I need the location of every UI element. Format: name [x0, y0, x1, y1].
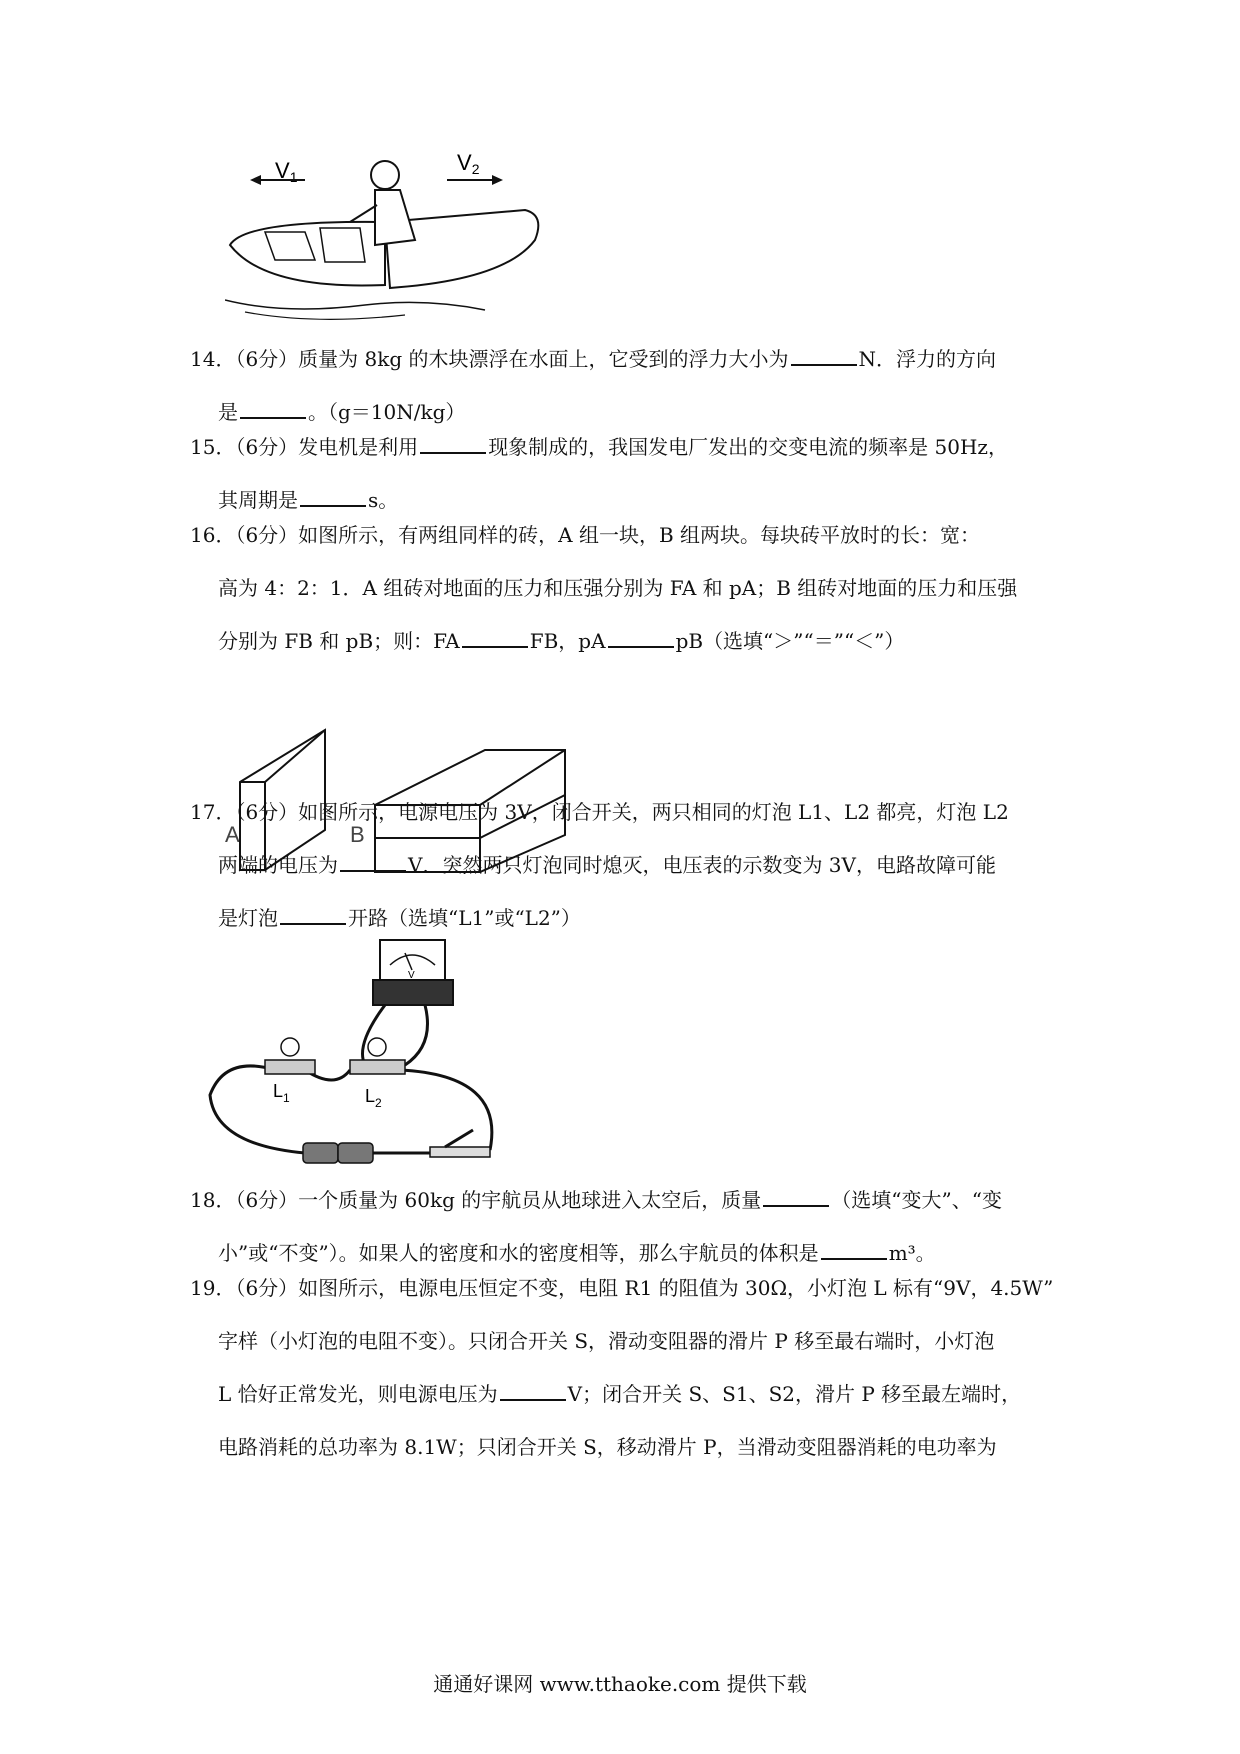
- brick-a-label: A: [225, 822, 240, 847]
- answer-blank[interactable]: [608, 626, 674, 648]
- question-19: 19．（6分）如图所示，电源电压恒定不变，电阻 R1 的阻值为 30Ω，小灯泡 L 标有“9V，4.5W” 字样（小灯泡的电阻不变）。只闭合开关 S，滑动变阻器的滑片 P 移至最右端时，小灯泡 L 恰好正常发光，则电源电压为 V；闭合开关 S、S1、S2，滑片 P 移至最左端时， 电路消耗的总功率为 8.1W；只闭合开关 S，移动滑片 P，当滑动变阻器消耗的电功率为: [190, 1276, 1054, 1459]
- lamp-l1-icon: [265, 1038, 315, 1074]
- brick-b-label: B: [350, 822, 365, 847]
- voltmeter-icon: [373, 940, 453, 1005]
- answer-blank[interactable]: [420, 432, 486, 454]
- answer-blank[interactable]: [763, 1185, 829, 1207]
- answer-blank[interactable]: [791, 344, 857, 366]
- svg-text:V: V: [408, 970, 415, 981]
- lamp-l2-icon: [350, 1038, 405, 1074]
- answer-blank[interactable]: [240, 397, 306, 419]
- switch-icon: [430, 1130, 490, 1157]
- page-footer: 通通好课网 www.tthaoke.com 提供下载: [433, 1672, 807, 1696]
- person-head-shape: [371, 161, 399, 189]
- answer-blank[interactable]: [340, 850, 406, 872]
- answer-blank[interactable]: [500, 1379, 566, 1401]
- answer-blank[interactable]: [821, 1238, 887, 1260]
- question-17: 17．（6分）如图所示，电源电压为 3V，闭合开关，两只相同的灯泡 L1、L2 都亮，灯泡 L2 两端的电压为 V．突然两只灯泡同时熄灭，电压表的示数变为 3V，电路故障可能 是灯泡 开路（选填“L1”或“L2”）: [190, 800, 1009, 930]
- answer-blank[interactable]: [462, 626, 528, 648]
- answer-blank[interactable]: [280, 903, 346, 925]
- question-16: 16．（6分）如图所示，有两组同样的砖，A 组一块，B 组两块。每块砖平放时的长：宽： 高为 4：2：1．A 组砖对地面的压力和压强分别为 FA 和 pA；B 组砖对地面的压力和压强 分别为 FB 和 pB；则：FA FB，pA pB（选填“＞”“＝”“＜”）: [190, 523, 1018, 653]
- circuit-figure: [205, 935, 565, 1175]
- answer-blank[interactable]: [300, 485, 366, 507]
- velocity-v1-label: V1: [275, 158, 298, 185]
- boat-figure: [225, 150, 595, 360]
- question-14: 14．（6分）质量为 8kg 的木块漂浮在水面上，它受到的浮力大小为 N．浮力的方向 是 。（g＝10N/kg）: [190, 333, 1060, 439]
- question-15: 15．（6分）发电机是利用 现象制成的，我国发电厂发出的交变电流的频率是 50Hz， 其周期是 s。: [190, 421, 1060, 527]
- lamp-l1-label: $L_1$: [273, 1081, 290, 1105]
- velocity-v2-label: V2: [457, 150, 480, 177]
- battery-icon: [303, 1143, 373, 1163]
- question-18: 18．（6分）一个质量为 60kg 的宇航员从地球进入太空后，质量 （选填“变大”、“变 小”或“不变”）。如果人的密度和水的密度相等，那么宇航员的体积是 m³。: [190, 1174, 1060, 1280]
- lamp-l2-label: $L_2$: [365, 1086, 382, 1110]
